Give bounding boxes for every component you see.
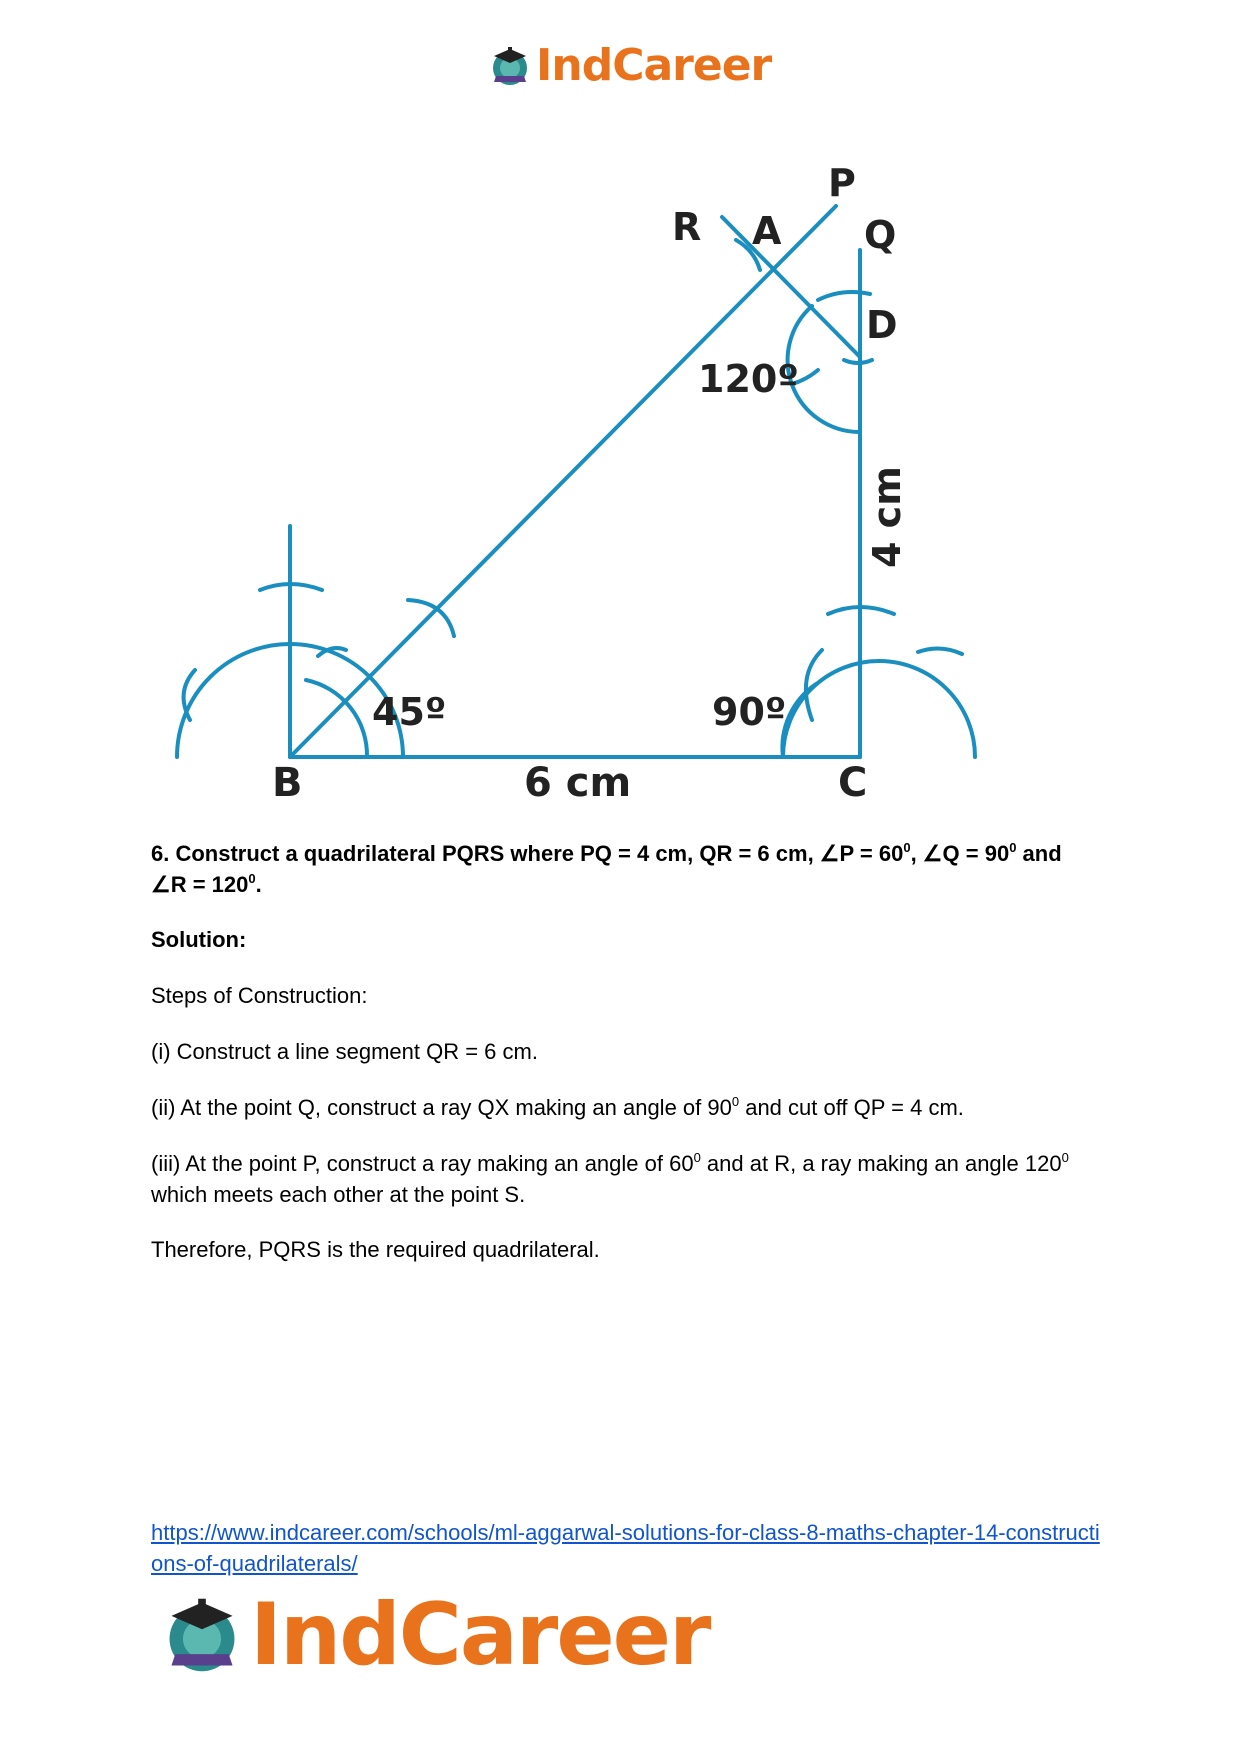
label-side-4: 4 cm bbox=[865, 466, 909, 568]
graduation-globe-icon bbox=[488, 44, 532, 88]
step-3: (iii) At the point P, construct a ray making an angle of $60^0$ and at R, a ray making an angle $120^0$ which meets each other at the point S. bbox=[151, 1150, 1069, 1207]
arc-c-large bbox=[783, 661, 975, 757]
question-text: 6. Construct a quadrilateral PQRS where PQ = 4 cm, QR = 6 cm, ∠P = $60^0$, ∠Q = $90^0$ and ∠R = $120^0$. bbox=[151, 840, 1062, 897]
label-d: D bbox=[866, 303, 898, 347]
arc-d-top bbox=[818, 292, 870, 300]
ray-bp bbox=[290, 206, 836, 757]
step-2: (ii) At the point Q, construct a ray QX making an angle of $90^0$ and cut off QP = 4 cm. bbox=[151, 1094, 964, 1120]
label-a: A bbox=[752, 209, 782, 253]
step-1: (i) Construct a line segment QR = 6 cm. bbox=[151, 1039, 538, 1064]
construction-figure bbox=[0, 150, 1242, 810]
conclusion: Therefore, PQRS is the required quadrilateral. bbox=[151, 1237, 600, 1262]
arc-b-45 bbox=[306, 680, 367, 757]
label-angle-120: 120º bbox=[698, 357, 799, 401]
label-angle-90: 90º bbox=[712, 690, 787, 734]
label-r: R bbox=[672, 205, 702, 249]
label-p: P bbox=[828, 161, 856, 205]
graduation-globe-icon bbox=[160, 1593, 244, 1677]
logo-text: IndCareer bbox=[536, 40, 772, 91]
label-side-6: 6 cm bbox=[524, 760, 632, 806]
label-c: C bbox=[838, 760, 868, 806]
label-angle-45: 45º bbox=[372, 690, 447, 734]
header-logo[interactable] bbox=[488, 40, 771, 91]
label-b: B bbox=[272, 760, 303, 806]
arc-c-right bbox=[918, 648, 962, 654]
label-q: Q bbox=[864, 213, 897, 257]
steps-heading: Steps of Construction: bbox=[151, 983, 368, 1008]
logo-text: IndCareer bbox=[250, 1585, 710, 1685]
footer-logo[interactable] bbox=[160, 1585, 709, 1685]
source-link[interactable]: https://www.indcareer.com/schools/ml-aggarwal-solutions-for-class-8-maths-chapter-14-constructions-of-quadrilaterals/ bbox=[151, 1520, 1100, 1576]
solution-label: Solution: bbox=[151, 927, 247, 952]
